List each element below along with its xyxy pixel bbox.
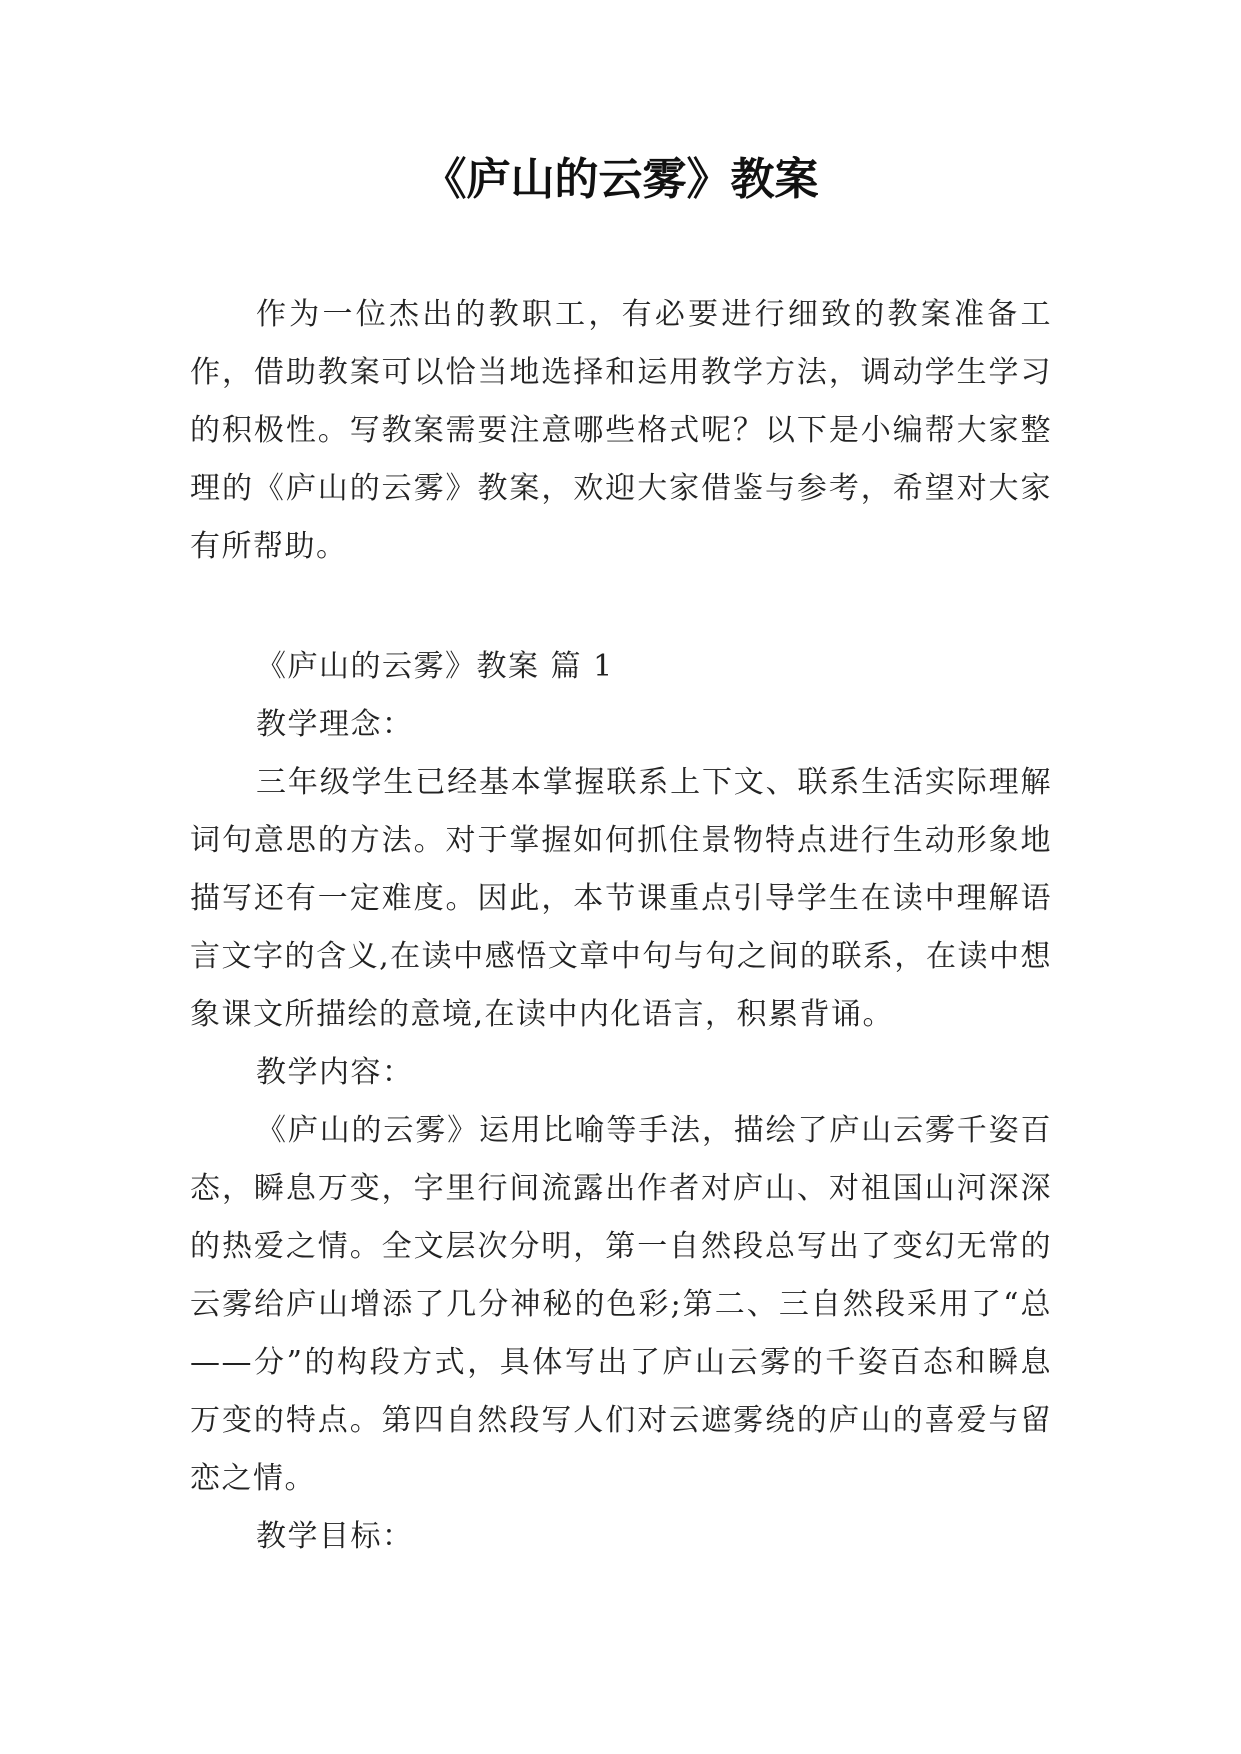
label-teaching-concept: 教学理念： — [256, 707, 414, 742]
document-title: 《庐山的云雾》教案 — [422, 154, 819, 205]
teaching-concept-paragraph: 三年级学生已经基本掌握联系上下文、联系生活实际理解词句意思的方法。对于掌握如何抓住景物特点进行生动形象地描写还有一定难度。因此，本节课重点引导学生在读中理解语言文字的含义,在读中感悟文章中句与句之间的联系，在读中想象课文所描绘的意境,在读中内化语言，积累背诵。 — [190, 765, 1052, 1032]
section-heading: 《庐山的云雾》教案 篇 1 — [256, 649, 614, 684]
intro-block — [190, 286, 1052, 576]
label-teaching-goals: 教学目标： — [256, 1519, 414, 1554]
label-teaching-content: 教学内容： — [256, 1055, 414, 1090]
section-1 — [190, 638, 1052, 1566]
teaching-content-paragraph: 《庐山的云雾》运用比喻等手法，描绘了庐山云雾千姿百态，瞬息万变，字里行间流露出作者对庐山、对祖国山河深深的热爱之情。全文层次分明，第一自然段总写出了变幻无常的云雾给庐山增添了几分神秘的色彩;第二、三自然段采用了“总——分”的构段方式，具体写出了庐山云雾的千姿百态和瞬息万变的特点。第四自然段写人们对云遮雾绕的庐山的喜爱与留恋之情。 — [190, 1113, 1052, 1496]
intro-paragraph: 作为一位杰出的教职工，有必要进行细致的教案准备工作，借助教案可以恰当地选择和运用教学方法，调动学生学习的积极性。写教案需要注意哪些格式呢？以下是小编帮大家整理的《庐山的云雾》教案，欢迎大家借鉴与参考，希望对大家有所帮助。 — [190, 297, 1052, 564]
